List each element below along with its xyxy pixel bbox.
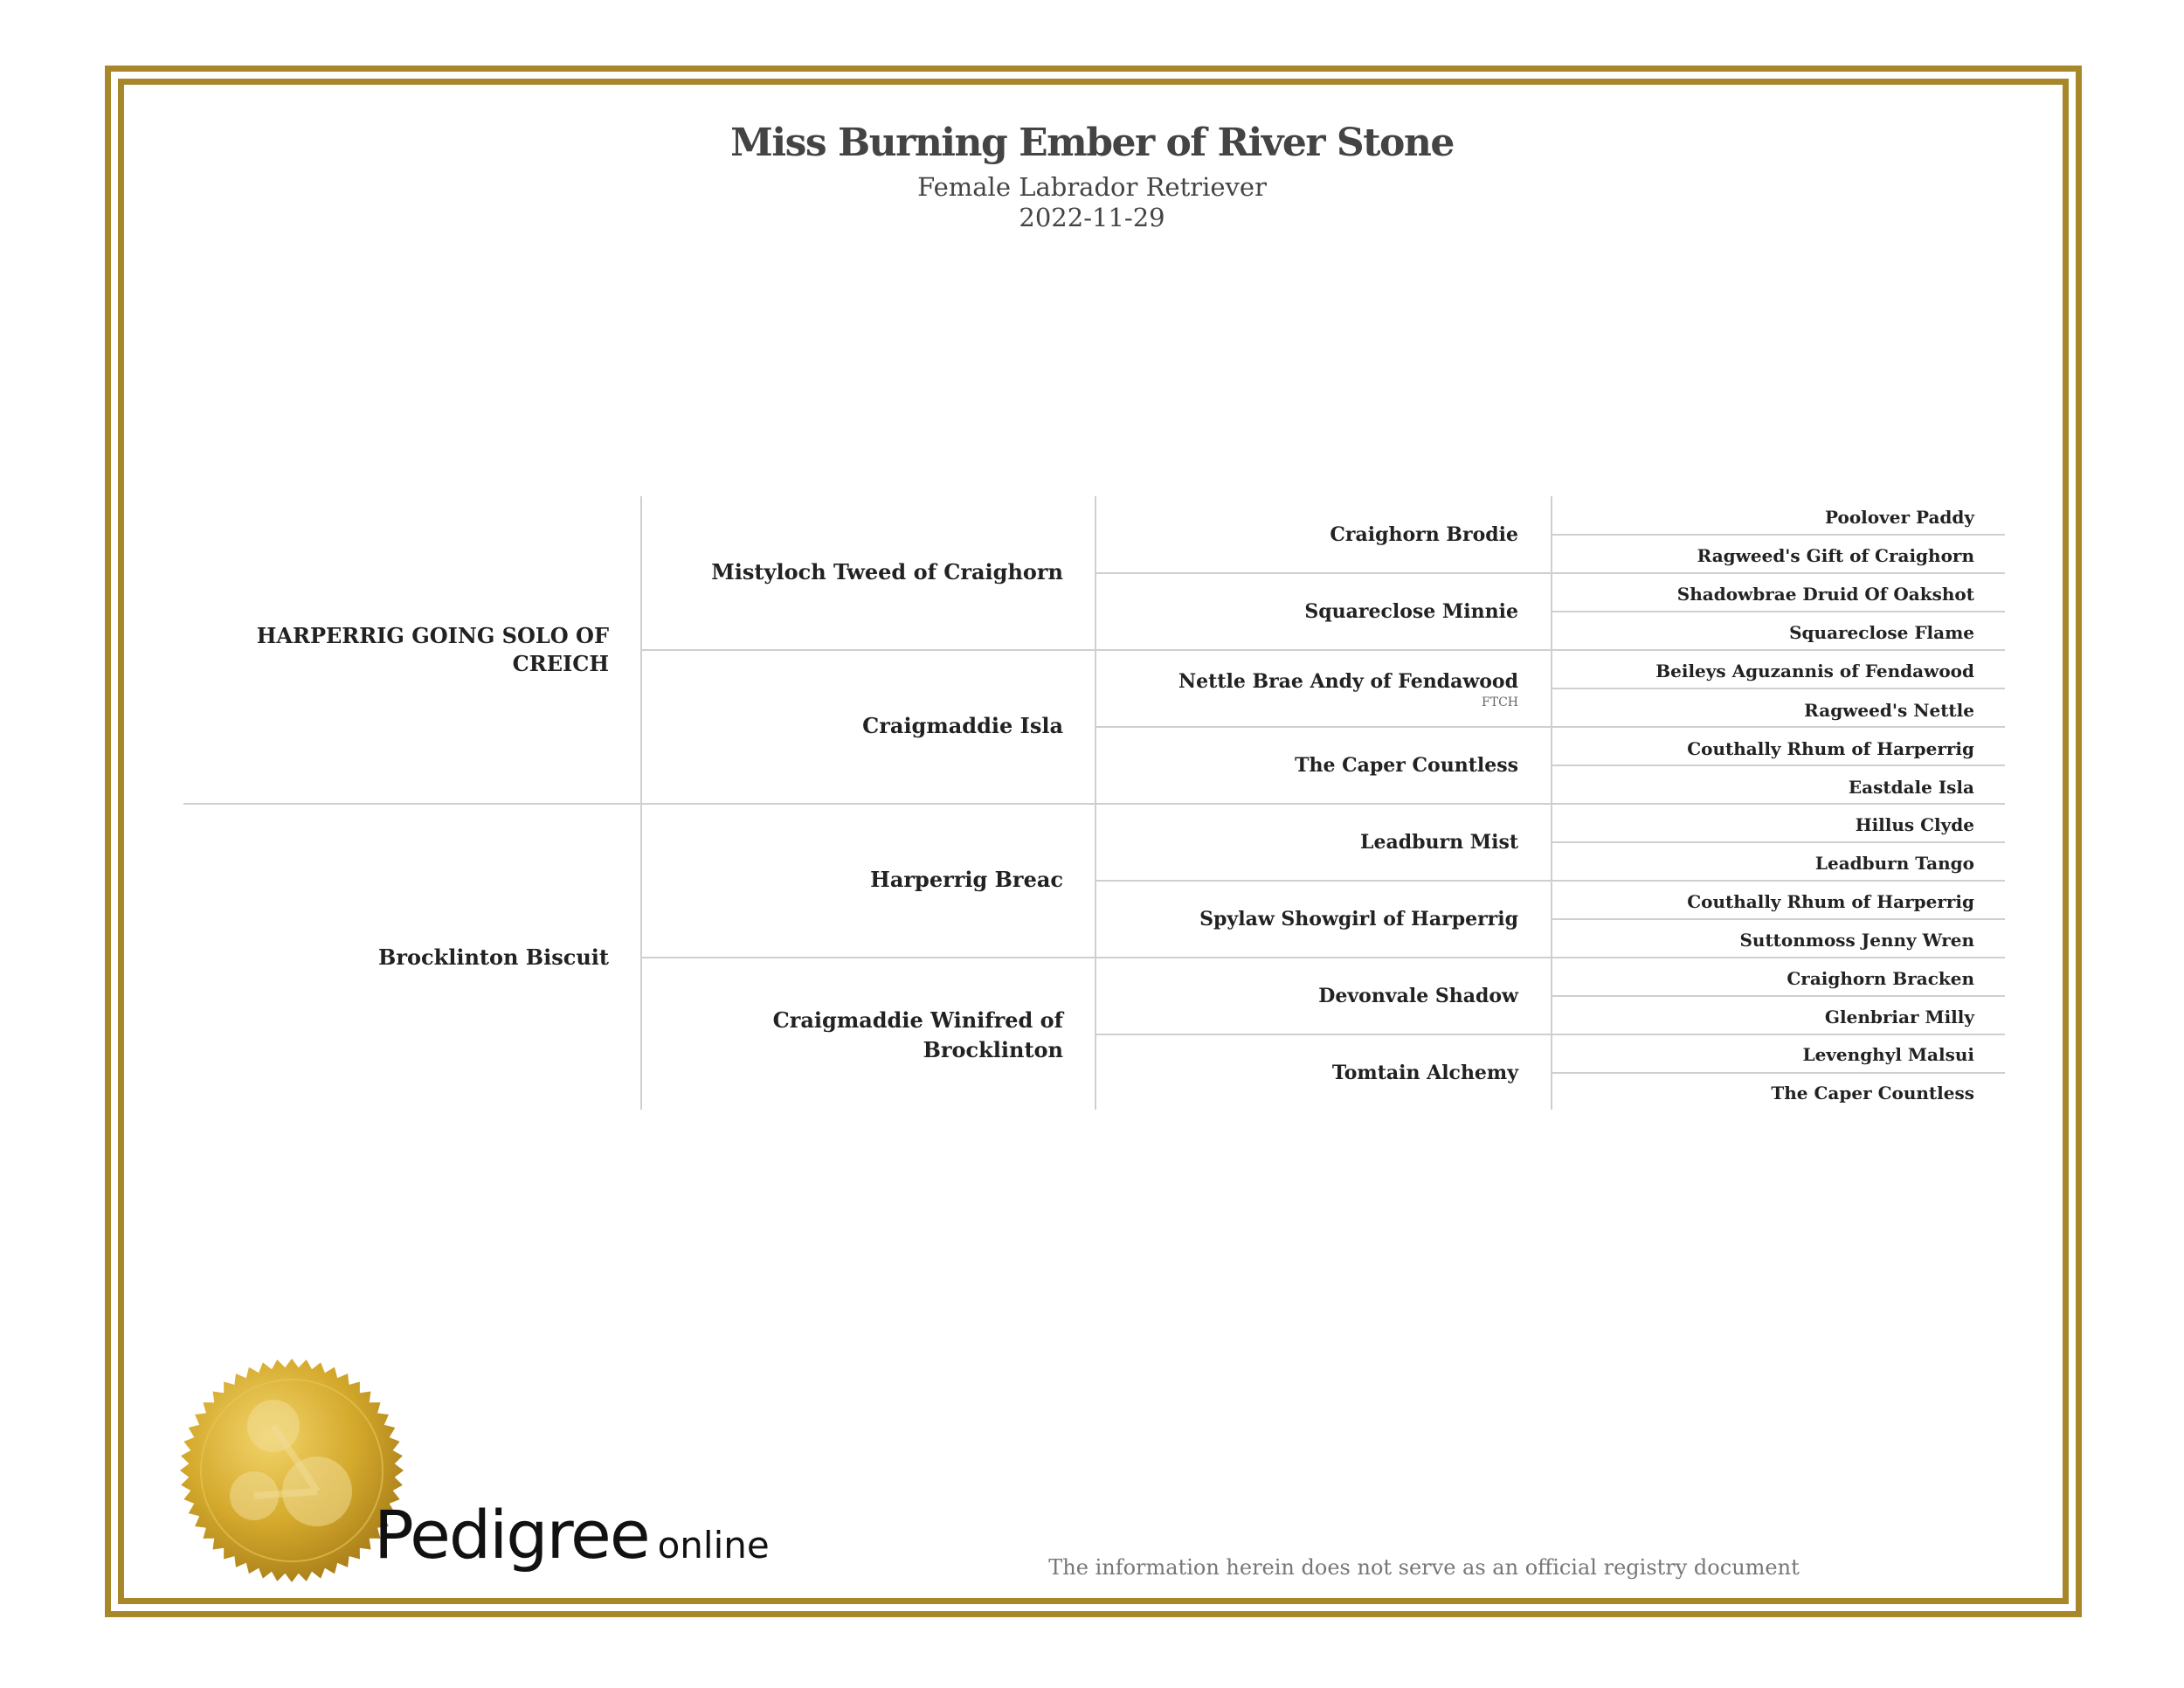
- gen4-ancestor-8[interactable]: Eastdale Isla: [1848, 777, 1974, 798]
- gen3-ancestor-7[interactable]: Devonvale Shadow: [1318, 985, 1518, 1007]
- gen3-ancestor-8[interactable]: Tomtain Alchemy: [1331, 1062, 1518, 1084]
- gen4-ancestor-10[interactable]: Leadburn Tango: [1814, 853, 1974, 874]
- row-divider: [1095, 572, 2005, 574]
- row-divider: [640, 649, 2005, 651]
- row-divider: [1551, 534, 2005, 536]
- row-divider: [640, 957, 2005, 958]
- gen4-ancestor-2[interactable]: Ragweed's Gift of Craighorn: [1697, 545, 1974, 566]
- gen3-ancestor-4[interactable]: The Caper Countless: [1295, 754, 1518, 777]
- gen4-ancestor-9[interactable]: Hillus Clyde: [1855, 814, 1974, 835]
- row-divider: [1551, 688, 2005, 689]
- gen4-ancestor-5[interactable]: Beileys Aguzannis of Fendawood: [1655, 661, 1974, 681]
- gen4-ancestor-13[interactable]: Craighorn Bracken: [1787, 968, 1974, 989]
- gen4-ancestor-3[interactable]: Shadowbrae Druid Of Oakshot: [1676, 584, 1974, 605]
- gen4-ancestor-14[interactable]: Glenbriar Milly: [1824, 1007, 1974, 1027]
- registry-disclaimer: The information herein does not serve as an official registry document: [1048, 1555, 1800, 1580]
- gen3-ancestor-6[interactable]: Spylaw Showgirl of Harperrig: [1199, 908, 1518, 930]
- dog-name-title: Miss Burning Ember of River Stone: [730, 121, 1454, 165]
- gen4-ancestor-12[interactable]: Suttonmoss Jenny Wren: [1739, 930, 1974, 951]
- dam-dam-name[interactable]: Craigmaddie Winifred of Brocklinton: [772, 1007, 1063, 1062]
- gen4-ancestor-15[interactable]: Levenghyl Malsui: [1802, 1044, 1974, 1065]
- gen3-ancestor-1[interactable]: Craighorn Brodie: [1330, 523, 1518, 546]
- row-divider: [183, 803, 2005, 805]
- row-divider: [1551, 1072, 2005, 1074]
- sire-name[interactable]: HARPERRIG GOING SOLO OF CREICH: [256, 623, 609, 676]
- logo-main-text: Pedigree: [374, 1496, 649, 1574]
- row-divider: [1551, 611, 2005, 612]
- gen4-ancestor-11[interactable]: Couthally Rhum of Harperrig: [1687, 891, 1974, 912]
- gen4-ancestor-4[interactable]: Squareclose Flame: [1789, 622, 1974, 643]
- sire-sire-name[interactable]: Mistyloch Tweed of Craighorn: [711, 559, 1063, 585]
- logo-sub-text: online: [657, 1524, 770, 1567]
- gold-seal-icon: [177, 1356, 406, 1585]
- row-divider: [1095, 1034, 2005, 1035]
- dog-birth-date: 2022-11-29: [1019, 203, 1165, 232]
- sire-dam-name[interactable]: Craigmaddie Isla: [862, 713, 1063, 738]
- row-divider: [1551, 764, 2005, 766]
- gen4-ancestor-16[interactable]: The Caper Countless: [1771, 1083, 1974, 1103]
- gen4-ancestor-6[interactable]: Ragweed's Nettle: [1804, 700, 1974, 721]
- dog-sex-breed: Female Labrador Retriever: [917, 172, 1267, 202]
- gen4-ancestor-7[interactable]: Couthally Rhum of Harperrig: [1687, 738, 1974, 759]
- row-divider: [1095, 726, 2005, 728]
- row-divider: [1551, 841, 2005, 843]
- gen4-ancestor-1[interactable]: Poolover Paddy: [1824, 507, 1974, 528]
- dam-sire-name[interactable]: Harperrig Breac: [870, 867, 1063, 892]
- row-divider: [1551, 918, 2005, 920]
- dam-name[interactable]: Brocklinton Biscuit: [378, 944, 609, 970]
- gen3-ancestor-5[interactable]: Leadburn Mist: [1360, 831, 1518, 854]
- gen3-ancestor-2[interactable]: Squareclose Minnie: [1304, 600, 1518, 623]
- gen3-ancestor-3[interactable]: Nettle Brae Andy of Fendawood: [1178, 670, 1518, 693]
- row-divider: [1551, 995, 2005, 997]
- gen3-ancestor-3-title: FTCH: [1482, 695, 1518, 709]
- row-divider: [1095, 880, 2005, 882]
- pedigree-online-logo[interactable]: [374, 1496, 770, 1574]
